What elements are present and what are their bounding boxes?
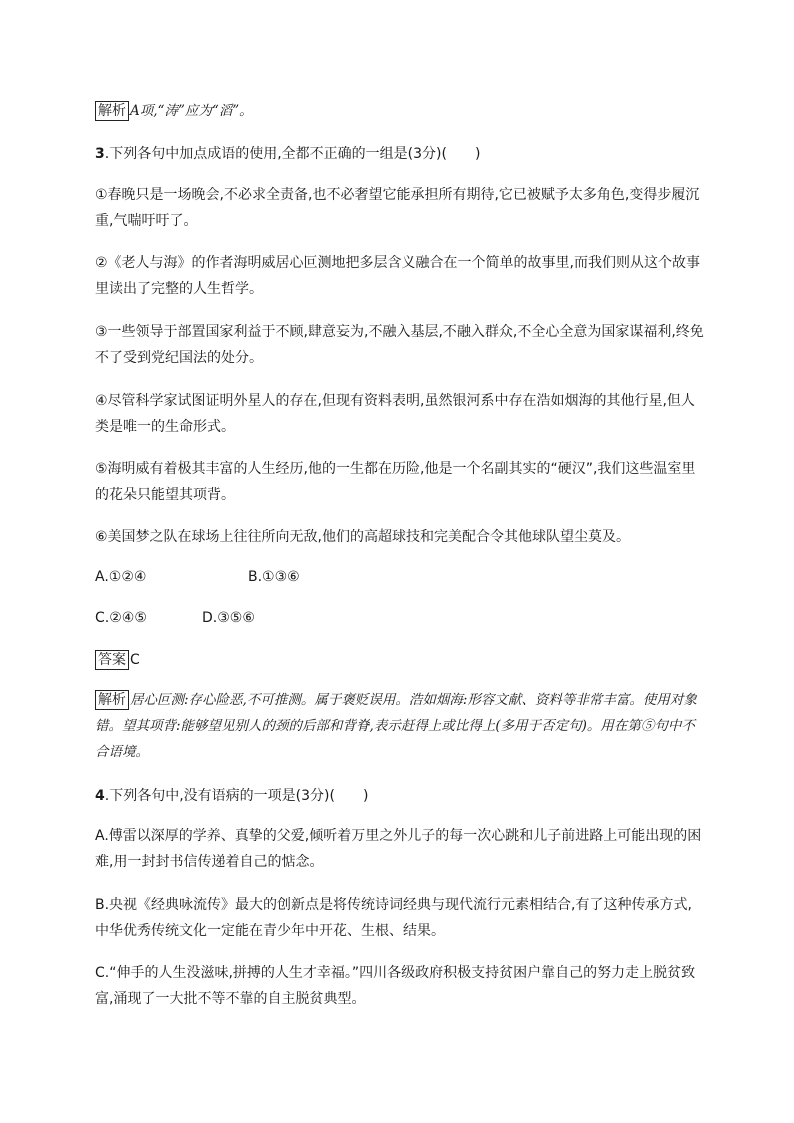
analysis-block-q3 bbox=[95, 687, 705, 765]
question-number: 4 bbox=[95, 788, 105, 804]
answer-value: C bbox=[130, 652, 140, 668]
question-stem-text: .下列各句中,没有语病的一项是(3分)( ) bbox=[104, 788, 369, 804]
option-b: B.①③⑥ bbox=[248, 569, 300, 585]
q4-option-b: B.央视《经典咏流传》最大的创新点是将传统诗词经典与现代流行元素相结合,有了这种传承方式,中华优秀传统文化一定能在青少年中开花、生根、结果。 bbox=[95, 897, 692, 939]
sentence-2: ②《老人与海》的作者海明威居心叵测地把多层含义融合在一个简单的故事里,而我们则从这个故事里读出了完整的人生哲学。 bbox=[95, 255, 700, 297]
question-3-stem bbox=[95, 141, 705, 167]
analysis-tag: 解析 bbox=[95, 690, 129, 710]
option-a: A.①②④ bbox=[95, 569, 147, 585]
answer-block bbox=[95, 647, 705, 673]
analysis-text: A项,“涛”应为“滔”。 bbox=[130, 103, 253, 119]
analysis-text: 居心叵测:存心险恶,不可推测。属于褒贬误用。浩如烟海:形容文献、资料等非常丰富。使用对象错。望其项背:能够望见别人的颈的后部和背脊,表示赶得上或比得上(多用于否定句)。用在第⑤句中不合语境。 bbox=[95, 692, 697, 760]
question-stem-text: .下列各句中加点成语的使用,全都不正确的一组是(3分)( ) bbox=[104, 146, 481, 162]
options-row-1 bbox=[95, 564, 705, 590]
option-c: C.②④⑤ bbox=[95, 610, 147, 626]
q4-option-a: A.傅雷以深厚的学养、真挚的父爱,倾听着万里之外儿子的每一次心跳和儿子前进路上可能出现的困难,用一封封书信传递着自己的惦念。 bbox=[95, 828, 702, 870]
question-4-stem bbox=[95, 783, 705, 809]
sentence-3: ③一些领导于部置国家利益于不顾,肆意妄为,不融入基层,不融入群众,不全心全意为国家谋福利,终免不了受到党纪国法的处分。 bbox=[95, 324, 704, 366]
sentence-4: ④尽管科学家试图证明外星人的存在,但现有资料表明,虽然银河系中存在浩如烟海的其他行星,但人类是唯一的生命形式。 bbox=[95, 393, 695, 435]
options-row-2 bbox=[95, 605, 705, 631]
analysis-tag: 解析 bbox=[95, 101, 129, 121]
answer-tag: 答案 bbox=[95, 650, 129, 670]
option-d: D.③⑤⑥ bbox=[202, 610, 255, 626]
sentence-1: ①春晚只是一场晚会,不必求全责备,也不必奢望它能承担所有期待,它已被赋予太多角色,变得步履沉重,气喘吁吁了。 bbox=[95, 187, 700, 229]
q4-option-c: C.“伸手的人生没滋味,拼搏的人生才幸福。”四川各级政府积极支持贫困户靠自己的努力走上脱贫致富,涌现了一大批不等不靠的自主脱贫典型。 bbox=[95, 965, 696, 1007]
sentence-5: ⑤海明威有着极其丰富的人生经历,他的一生都在历险,他是一个名副其实的“硬汉”,我们这些温室里的花朵只能望其项背。 bbox=[95, 461, 696, 503]
sentence-6: ⑥美国梦之队在球场上往往所向无敌,他们的高超球技和完美配合令其他球队望尘莫及。 bbox=[95, 529, 630, 545]
analysis-block-q2 bbox=[95, 98, 705, 124]
question-number: 3 bbox=[95, 146, 105, 162]
